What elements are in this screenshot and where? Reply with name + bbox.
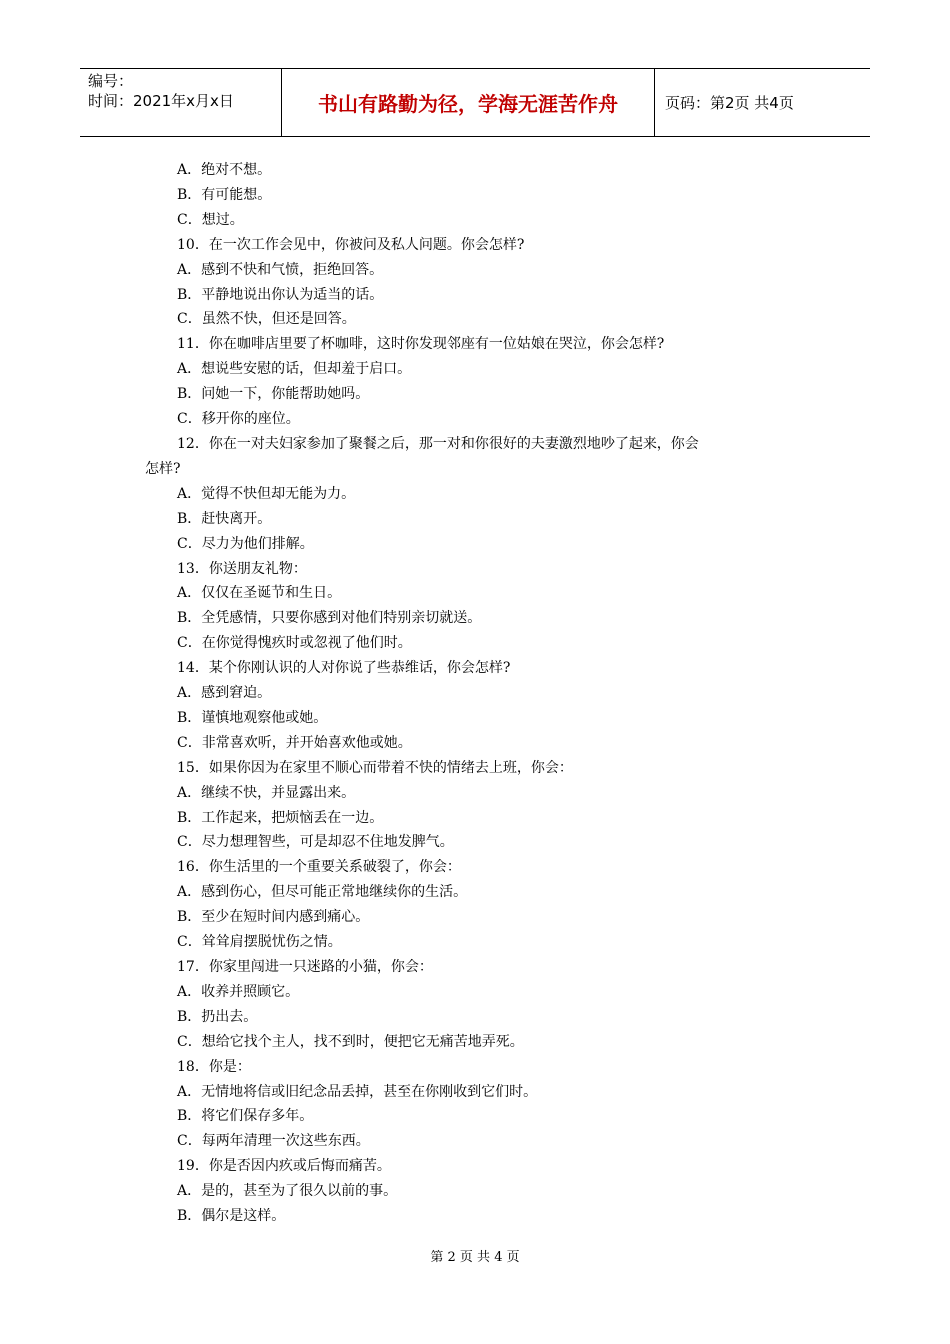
- answer-option: B．平静地说出你认为适当的话。: [177, 286, 384, 303]
- question-text: 12．你在一对夫妇家参加了聚餐之后，那一对和你很好的夫妻激烈地吵了起来，你会: [177, 435, 699, 452]
- page-footer: 第 2 页 共 4 页: [430, 1250, 520, 1265]
- answer-option: B．扔出去。: [177, 1008, 258, 1025]
- answer-option: B．偶尔是这样。: [177, 1208, 286, 1225]
- answer-option: A．绝对不想。: [177, 162, 272, 178]
- answer-option: C．在你觉得愧疚时或忽视了他们时。: [177, 635, 412, 652]
- question-text: 11．你在咖啡店里要了杯咖啡，这时你发现邻座有一位姑娘在哭泣，你会怎样?: [177, 336, 665, 353]
- answer-option: A．感到伤心，但尽可能正常地继续你的生活。: [177, 884, 468, 901]
- question-continuation: 怎样?: [145, 460, 181, 477]
- answer-option: A．是的，甚至为了很久以前的事。: [177, 1183, 398, 1200]
- answer-option: B．全凭感情，只要你感到对他们特别亲切就送。: [177, 610, 482, 627]
- question-text: 18．你是：: [177, 1058, 251, 1075]
- header-page-code: 页码：第2页 共4页: [665, 94, 794, 112]
- answer-option: C．非常喜欢听，并开始喜欢他或她。: [177, 734, 412, 751]
- header-meta: [80, 69, 282, 136]
- answer-option: B．至少在短时间内感到痛心。: [177, 909, 370, 926]
- question-text: 17．你家里闯进一只迷路的小猫，你会：: [177, 959, 433, 975]
- question-text: 16．你生活里的一个重要关系破裂了，你会：: [177, 859, 461, 876]
- answer-option: A．感到不快和气愤，拒绝回答。: [177, 261, 384, 278]
- answer-option: A．想说些安慰的话，但却羞于启口。: [177, 361, 412, 378]
- answer-option: C．虽然不快，但还是回答。: [177, 311, 356, 328]
- question-text: 10．在一次工作会见中，你被问及私人问题。你会怎样?: [177, 236, 525, 253]
- questionnaire-body: [145, 158, 815, 1229]
- answer-option: C．想过。: [177, 211, 244, 228]
- question-text: 13．你送朋友礼物：: [177, 560, 307, 577]
- answer-option: B．谨慎地观察他或她。: [177, 709, 328, 726]
- header-motto: 书山有路勤为径，学海无涯苦作舟: [282, 69, 655, 136]
- answer-option: B．问她一下，你能帮助她吗。: [177, 386, 370, 403]
- answer-option: B．工作起来，把烦恼丢在一边。: [177, 809, 384, 826]
- answer-option: C．移开你的座位。: [177, 411, 300, 428]
- answer-option: C．耸耸肩摆脱忧伤之情。: [177, 934, 342, 951]
- answer-option: A．觉得不快但却无能为力。: [177, 485, 356, 502]
- page-header: [80, 68, 870, 137]
- answer-option: A．无情地将信或旧纪念品丢掉，甚至在你刚收到它们时。: [177, 1083, 538, 1100]
- question-text: 15．如果你因为在家里不顺心而带着不快的情绪去上班，你会：: [177, 759, 573, 776]
- answer-option: C．想给它找个主人，找不到时，便把它无痛苦地弄死。: [177, 1033, 524, 1050]
- question-text: 14．某个你刚认识的人对你说了些恭维话，你会怎样?: [177, 660, 511, 677]
- answer-option: B．有可能想。: [177, 186, 272, 203]
- number-label: 编号：: [88, 72, 134, 90]
- answer-option: B．将它们保存多年。: [177, 1108, 314, 1125]
- answer-option: A．感到窘迫。: [177, 685, 272, 702]
- answer-option: A．仅仅在圣诞节和生日。: [177, 585, 342, 602]
- answer-option: C．尽力为他们排解。: [177, 535, 314, 552]
- answer-option: A．继续不快，并显露出来。: [177, 784, 356, 801]
- answer-option: C．尽力想理智些，可是却忍不住地发脾气。: [177, 834, 454, 851]
- answer-option: C．每两年清理一次这些东西。: [177, 1133, 370, 1150]
- time-label: 时间：2021年x月x日: [88, 92, 234, 110]
- answer-option: A．收养并照顾它。: [177, 983, 300, 1000]
- question-text: 19．你是否因内疚或后悔而痛苦。: [177, 1158, 391, 1175]
- answer-option: B．赶快离开。: [177, 510, 272, 527]
